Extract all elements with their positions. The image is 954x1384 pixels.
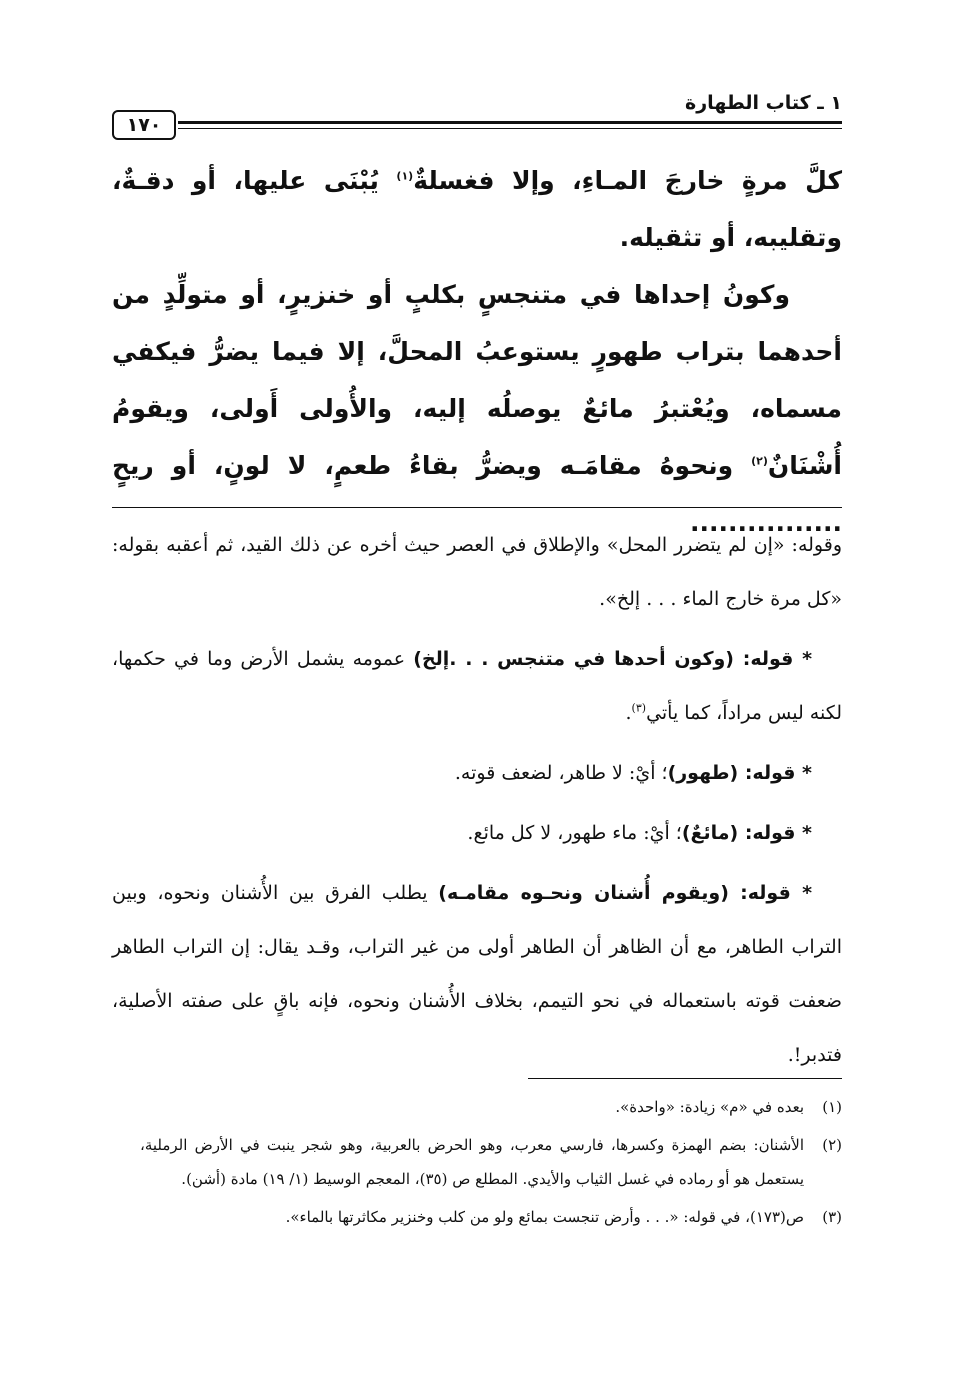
footnote-item [140,1090,842,1124]
footnote-number: (٢) [822,1136,842,1154]
footnote-text: الأشنان: بضم الهمزة وكسرها، فارسي معرب، وهو الحرض بالعربية، وهو شجر ينبت في الأرض الرملية، يستعمل هو أو رماده في غسل الثياب والأيدي. المطلع ص (٣٥)، المعجم الوسيط (١/ ١٩) مادة (أشن). [140,1136,804,1188]
footnote-text: بعده في «م» زيادة: «واحدة». [615,1098,804,1116]
footnote-number: (١) [822,1098,842,1116]
footnote-item [140,1128,842,1196]
commentary-paragraph-4: * قوله: (مائعٌ)؛ أيْ: ماء طهور، لا كل مائع. [467,822,812,844]
footnote-ref-2: (٢) [751,454,768,468]
footnote-ref-3: (٣) [631,701,647,715]
main-text [112,152,842,551]
commentary-section [112,518,842,1082]
footnote-ref-1: (١) [396,169,414,183]
header-rule-thin [178,128,842,129]
footnote-item [140,1200,842,1234]
commentary-paragraph-2: * قوله: (وكون أحدها في متنجس . . .إلخ) عمومه يشمل الأرض وما في حكمها، لكنه ليس مراداً، كما يأتي$^{(٣)}$. [112,648,842,724]
footnotes [140,1090,842,1238]
page-number: ١٧٠ [112,110,176,140]
text-divider [112,507,842,508]
footnote-rule [528,1078,842,1079]
commentary-paragraph-3: * قوله: (طهور)؛ أيْ: لا طاهر، لضعف قوته. [454,762,812,784]
continuation-dots: ................ [690,508,842,537]
running-title: ١ ـ كتاب الطهارة [685,92,842,114]
commentary-paragraph-5: * قوله: (ويقوم أُشنان ونحـوه مقامـه) يطلب الفرق بين الأُشنان ونحوه، وبين التراب الطاهر، مع أن الظاهر أن الطاهر أولى من غير التراب، وقـد يقال: إن التراب الطاهر ضعفت قوته باستعماله في نحو التيمم، بخلاف الأُشنان ونحوه، فإنه باقٍ على صفته الأصلية، فتدبر!. [112,882,842,1066]
page-header [112,88,842,144]
footnote-number: (٣) [822,1208,842,1226]
footnote-text: ص(١٧٣)، في قوله: «. . . وأرض تنجست بمائع ولو من كلب وخنزير مكاثرتها بالماء». [285,1208,804,1226]
main-paragraph-2: وكونُ إحداها في متنجسٍ بكلبٍ أو خنزيرٍ، أو متولِّدٍ من أحدهما بتراب طهورٍ يستوعبُ المحلَّ، إلا فيما يضرُّ فيكفي مسماه، ويُعْتبرُ مائعٌ يوصلُه إليه، والأُولى أَولى، ويقومُ أُشْنَانٌ$^{(٢)}$ ونحوهُ مقامَـه ويضرُّ بقاءُ طعمٍ، لا لونٍ، أو ريحٍ ................ [112,280,842,537]
main-paragraph-1: كلَّ مرةٍ خارجَ المـاءِ، وإلا فغسلةٌ$^{(١)}$ يُبْنَى عليها، أو دقـةٌ، وتقليبه، أو تثقيله. [112,166,842,252]
header-rule [178,121,842,124]
commentary-paragraph-1: وقوله: «إن لم يتضرر المحل» والإطلاق في العصر حيث أخره عن ذلك القيد، ثم أعقبه بقوله: «كل مرة خارج الماء . . . إلخ». [112,534,842,610]
